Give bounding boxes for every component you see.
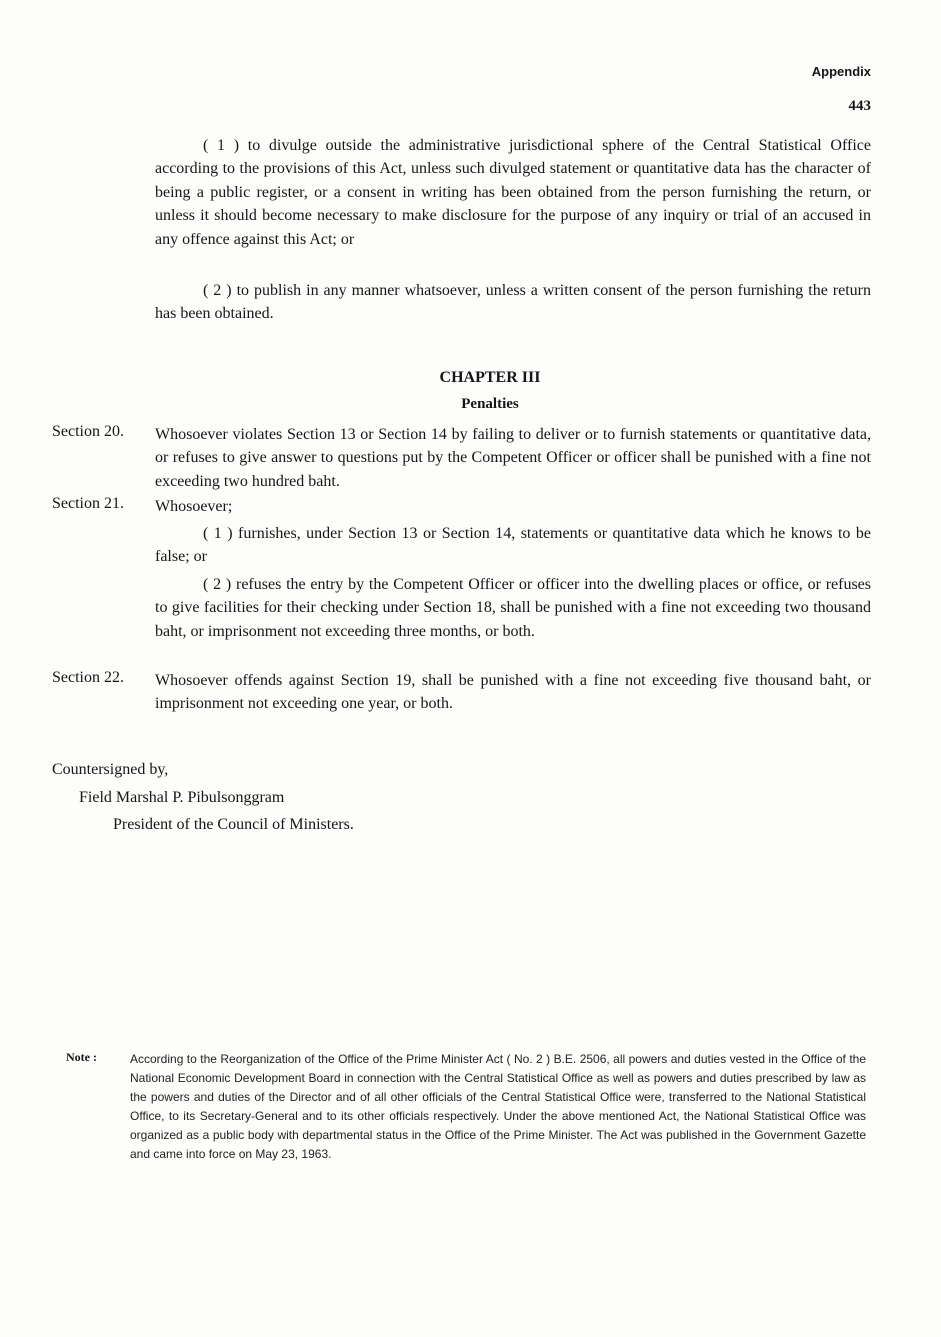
section-20-text: Whosoever violates Section 13 or Section 14 by failing to deliver or to furnish statements or quantitative data, or refuses to give answer to questions put by the Competent Officer or officer shall be punished with a fine not exceeding two hundred baht. <box>155 426 871 490</box>
section-21-label: Section 21. <box>52 495 124 512</box>
section-22-text: Whosoever offends against Section 19, shall be punished with a fine not exceeding five thousand baht, or imprisonment not exceeding one year, or both. <box>155 672 871 713</box>
section-21-clause-2: ( 2 ) refuses the entry by the Competent Officer or officer into the dwelling places or office, or refuses to give facilities for their checking under Section 18, shall be punished with a fine not exceeding two thousand baht, or imprisonment not exceeding three months, or both. <box>155 576 871 640</box>
signatory-name: Field Marshal P. Pibulsonggram <box>79 789 285 806</box>
note-text: According to the Reorganization of the Office of the Prime Minister Act ( No. 2 ) B.E. 2506, all powers and duties vested in the Office of the National Economic Development Board in connection with the Central Statistical Office as well as powers and duties prescribed by law as the powers and duties of the Director and of all other officials of the Central Statistical Office were, transferred to the National Statistical Office, to its Secretary-General and to its other officials respectively. Under the above mentioned Act, the National Statistical Office was organized as a public body with departmental status in the Office of the Prime Minister. The Act was published in the Government Gazette and came into force on May 23, 1963. <box>130 1052 866 1161</box>
clause-2-publish: ( 2 ) to publish in any manner whatsoever, unless a written consent of the person furnishing the return has been obtained. <box>155 282 871 323</box>
page-number: 443 <box>848 98 871 114</box>
section-20-label: Section 20. <box>52 423 124 440</box>
clause-1-divulge: ( 1 ) to divulge outside the administrative jurisdictional sphere of the Central Statistical Office according to the provisions of this Act, unless such divulged statement or quantitative data has the character of being a public register, or a consent in writing has been obtained from the person furnishing the return, or unless it should become necessary to make disclosure for the purpose of any inquiry or trial of an accused in any offence against this Act; or <box>155 137 871 248</box>
section-22-label: Section 22. <box>52 669 124 686</box>
signatory-title: President of the Council of Ministers. <box>113 816 354 833</box>
section-21-clause-1: ( 1 ) furnishes, under Section 13 or Section 14, statements or quantitative data which he knows to be false; or <box>155 525 871 566</box>
note-label: Note : <box>66 1050 97 1064</box>
chapter-title: CHAPTER III <box>439 369 541 386</box>
running-header: Appendix <box>811 64 871 79</box>
section-21-text: Whosoever; <box>155 498 233 515</box>
chapter-subtitle: Penalties <box>461 396 519 412</box>
countersigned-line: Countersigned by, <box>52 761 169 778</box>
